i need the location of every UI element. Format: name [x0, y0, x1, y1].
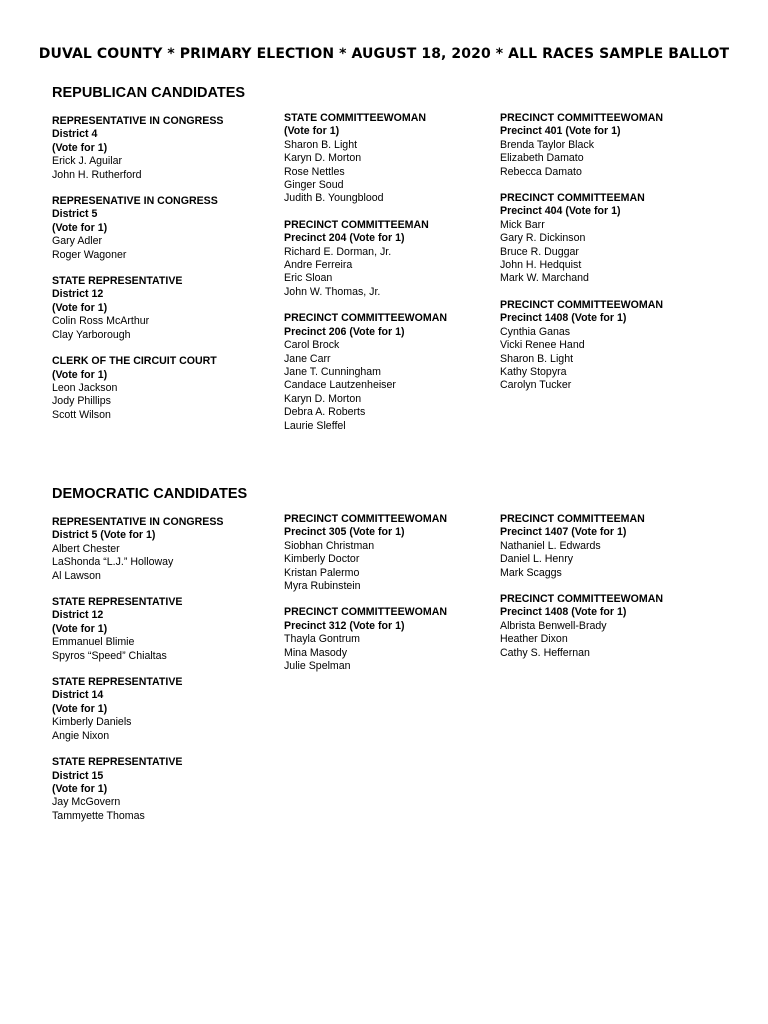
candidate-name: Siobhan Christman — [284, 539, 375, 552]
race-subtitle: District 12 — [52, 609, 104, 622]
race-subtitle: Precinct 312 (Vote for 1) — [284, 619, 405, 632]
candidate-name: Jody Phillips — [52, 395, 111, 408]
race-subtitle: District 15 — [52, 769, 104, 782]
candidate-name: Spyros “Speed” Chialtas — [52, 649, 167, 662]
candidate-name: Scott Wilson — [52, 408, 111, 421]
race-title: STATE REPRESENTATIVE — [52, 676, 183, 689]
candidate-name: Mick Barr — [500, 218, 545, 231]
democratic-heading: DEMOCRATIC CANDIDATES — [52, 486, 248, 502]
candidate-name: Kristan Palermo — [284, 566, 360, 579]
candidate-name: Karyn D. Morton — [284, 152, 362, 165]
candidate-name: Roger Wagoner — [52, 248, 127, 261]
race-title: REPRESENTATIVE IN CONGRESS — [52, 516, 224, 528]
candidate-name: Angie Nixon — [52, 729, 110, 742]
candidate-name: Ginger Soud — [284, 179, 344, 192]
candidate-name: Thayla Gontrum — [284, 633, 360, 646]
race-block — [284, 219, 504, 299]
candidate-name: Eric Sloan — [284, 272, 333, 285]
candidate-name: Carol Brock — [284, 339, 340, 352]
candidate-name: Brenda Taylor Black — [500, 138, 595, 151]
race-block — [52, 275, 272, 342]
candidate-name: Laurie Sleffel — [284, 419, 346, 432]
candidate-name: Jane T. Cunningham — [284, 365, 381, 378]
republican-column-2 — [284, 112, 504, 446]
race-block — [500, 192, 720, 286]
race-title: PRECINCT COMMITTEEMAN — [500, 192, 645, 205]
candidate-name: Candace Lautzenheiser — [284, 379, 396, 392]
race-subtitle: Precinct 1408 (Vote for 1) — [500, 606, 627, 619]
candidate-name: Carolyn Tucker — [500, 379, 572, 392]
race-subtitle: Precinct 404 (Vote for 1) — [500, 205, 621, 218]
race-block — [500, 513, 720, 580]
race-subtitle: (Vote for 1) — [52, 702, 108, 715]
candidate-name: Mina Masody — [284, 646, 347, 659]
candidate-name: Judith B. Youngblood — [284, 192, 384, 205]
candidate-name: Nathaniel L. Edwards — [500, 539, 601, 552]
race-block — [500, 112, 720, 179]
ballot-title: DUVAL COUNTY * PRIMARY ELECTION * AUGUST 18, 2020 * ALL RACES SAMPLE BALLOT — [38, 46, 730, 62]
candidate-name: Heather Dixon — [500, 633, 568, 646]
democratic-column-2 — [284, 513, 504, 686]
race-title: PRECINCT COMMITTEEWOMAN — [500, 112, 664, 124]
candidate-name: Gary R. Dickinson — [500, 232, 586, 245]
candidate-name: Daniel L. Henry — [500, 553, 574, 566]
candidate-name: Myra Rubinstein — [284, 580, 361, 593]
candidate-name: Sharon B. Light — [500, 352, 574, 365]
race-title: CLERK OF THE CIRCUIT COURT — [52, 355, 217, 368]
candidate-name: Cathy S. Heffernan — [500, 646, 590, 659]
candidate-name: John H. Hedquist — [500, 259, 582, 272]
candidate-name: Mark Scaggs — [500, 566, 562, 579]
race-subtitle: Precinct 305 (Vote for 1) — [284, 526, 405, 539]
race-title: PRECINCT COMMITTEEWOMAN — [500, 298, 664, 311]
candidate-name: Leon Jackson — [52, 381, 118, 394]
candidate-name: Karyn D. Morton — [284, 392, 362, 405]
race-title: PRECINCT COMMITTEEMAN — [500, 513, 645, 525]
democratic-column-1 — [52, 516, 272, 836]
race-subtitle: (Vote for 1) — [52, 301, 108, 314]
candidate-name: LaShonda “L.J.” Holloway — [52, 556, 174, 569]
race-subtitle: District 4 — [52, 128, 98, 141]
candidate-name: Kimberly Daniels — [52, 716, 132, 729]
race-title: STATE REPRESENTATIVE — [52, 275, 183, 288]
candidate-name: Albert Chester — [52, 542, 120, 555]
race-title: REPRESENTATIVE IN CONGRESS — [52, 115, 224, 127]
race-title: PRECINCT COMMITTEEWOMAN — [284, 606, 448, 619]
candidate-name: Gary Adler — [52, 235, 103, 248]
race-subtitle: (Vote for 1) — [52, 221, 108, 234]
race-block — [52, 596, 272, 663]
race-title: PRECINCT COMMITTEEMAN — [284, 218, 429, 231]
candidate-name: John H. Rutherford — [52, 168, 142, 181]
candidate-name: Rebecca Damato — [500, 165, 582, 178]
race-subtitle: Precinct 401 (Vote for 1) — [500, 125, 621, 138]
race-subtitle: District 5 (Vote for 1) — [52, 529, 156, 542]
democratic-column-3 — [500, 513, 720, 673]
race-block — [52, 115, 272, 182]
race-subtitle: Precinct 1407 (Vote for 1) — [500, 526, 627, 539]
race-block — [500, 299, 720, 393]
race-subtitle: (Vote for 1) — [284, 125, 340, 138]
candidate-name: Emmanuel Blimie — [52, 636, 135, 649]
race-subtitle: District 5 — [52, 208, 98, 221]
race-subtitle: Precinct 204 (Vote for 1) — [284, 232, 405, 245]
race-subtitle: Precinct 1408 (Vote for 1) — [500, 312, 627, 325]
candidate-name: Debra A. Roberts — [284, 406, 366, 419]
race-subtitle: (Vote for 1) — [52, 141, 108, 154]
candidate-name: Rose Nettles — [284, 165, 345, 178]
race-block — [52, 355, 272, 422]
race-block — [284, 312, 504, 433]
republican-heading: REPUBLICAN CANDIDATES — [52, 85, 246, 101]
candidate-name: Bruce R. Duggar — [500, 245, 579, 258]
race-title: PRECINCT COMMITTEEWOMAN — [284, 513, 448, 525]
race-block — [52, 676, 272, 743]
race-block — [500, 593, 720, 660]
candidate-name: Cynthia Ganas — [500, 325, 571, 338]
race-title: STATE REPRESENTATIVE — [52, 756, 183, 769]
race-block — [284, 606, 504, 673]
race-block — [284, 112, 504, 206]
republican-column-1 — [52, 115, 272, 435]
candidate-name: Kimberly Doctor — [284, 553, 360, 566]
candidate-name: Elizabeth Damato — [500, 152, 584, 165]
republican-column-3 — [500, 112, 720, 406]
race-subtitle: District 12 — [52, 288, 104, 301]
race-block — [284, 513, 504, 593]
race-block — [52, 195, 272, 262]
candidate-name: Tammyette Thomas — [52, 809, 145, 822]
race-subtitle: (Vote for 1) — [52, 368, 108, 381]
candidate-name: Jane Carr — [284, 352, 331, 365]
candidate-name: Sharon B. Light — [284, 138, 358, 151]
candidate-name: Richard E. Dorman, Jr. — [284, 245, 392, 258]
candidate-name: Clay Yarborough — [52, 328, 131, 341]
candidate-name: Albrista Benwell-Brady — [500, 619, 607, 632]
race-title: STATE COMMITTEEWOMAN — [284, 112, 427, 124]
race-subtitle: (Vote for 1) — [52, 622, 108, 635]
candidate-name: Julie Spelman — [284, 660, 351, 673]
race-subtitle: Precinct 206 (Vote for 1) — [284, 325, 405, 338]
race-title: PRECINCT COMMITTEEWOMAN — [500, 593, 664, 606]
race-title: REPRESENATIVE IN CONGRESS — [52, 195, 218, 208]
race-title: STATE REPRESENTATIVE — [52, 596, 183, 609]
candidate-name: John W. Thomas, Jr. — [284, 285, 381, 298]
candidate-name: Erick J. Aguilar — [52, 155, 123, 168]
candidate-name: Vicki Renee Hand — [500, 339, 585, 352]
candidate-name: Jay McGovern — [52, 796, 121, 809]
race-subtitle: District 14 — [52, 689, 104, 702]
race-block — [52, 756, 272, 823]
candidate-name: Colin Ross McArthur — [52, 315, 150, 328]
candidate-name: Kathy Stopyra — [500, 365, 567, 378]
candidate-name: Al Lawson — [52, 569, 101, 582]
race-block — [52, 516, 272, 583]
race-title: PRECINCT COMMITTEEWOMAN — [284, 312, 448, 325]
race-subtitle: (Vote for 1) — [52, 782, 108, 795]
candidate-name: Mark W. Marchand — [500, 272, 589, 285]
candidate-name: Andre Ferreira — [284, 259, 353, 272]
